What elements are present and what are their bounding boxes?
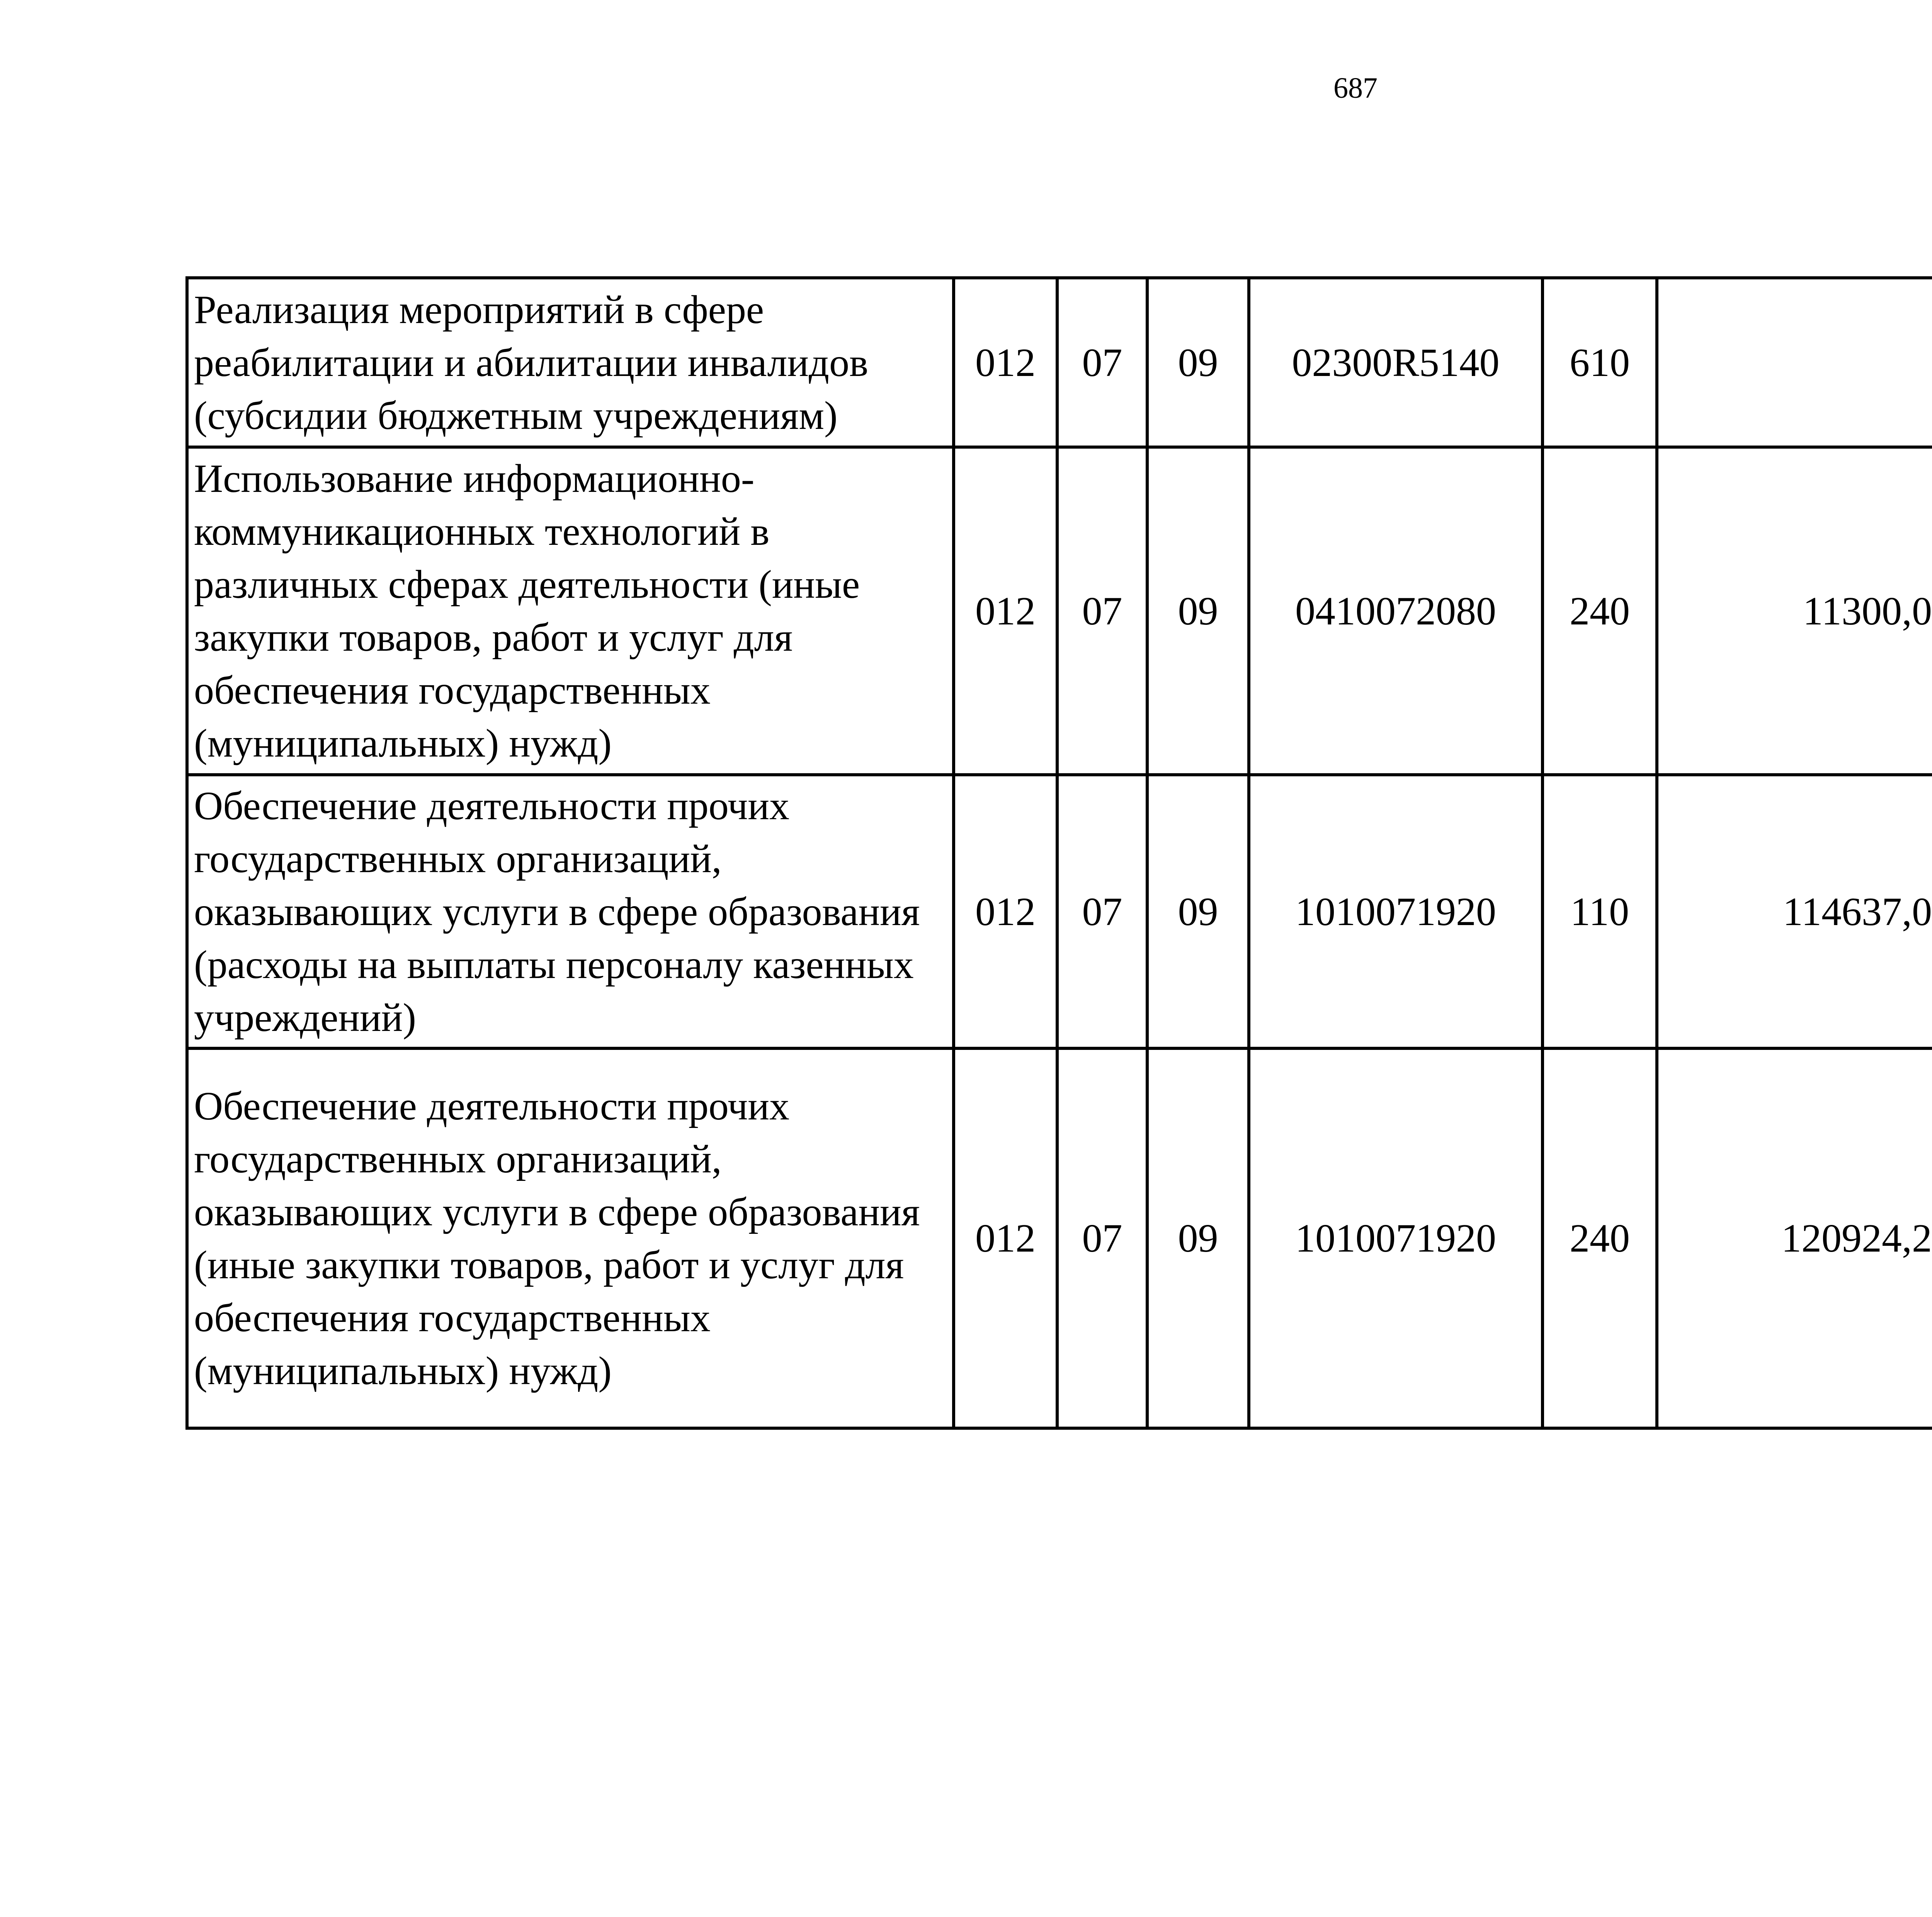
budget-table: [185, 276, 1932, 1430]
row-description: Реализация мероприятий в сфере реабилитации и абилитации инвалидов (субсидии бюджетным учреждениям): [187, 278, 954, 447]
target-code: 1010071920: [1249, 775, 1543, 1048]
table-row: [187, 447, 1932, 775]
table-row: [187, 1048, 1932, 1428]
expense-type-code: 610: [1543, 278, 1657, 447]
row-description: Использование информационно-коммуникационных технологий в различных сферах деятельности (иные закупки товаров, работ и услуг для обеспечения государственных (муниципальных) нужд): [187, 447, 954, 775]
target-code: 02300R5140: [1249, 278, 1543, 447]
ministry-code: 012: [954, 278, 1057, 447]
ministry-code: 012: [954, 1048, 1057, 1428]
expense-type-code: 240: [1543, 447, 1657, 775]
target-code: 0410072080: [1249, 447, 1543, 775]
subsection-code: 09: [1147, 278, 1249, 447]
target-code: 1010071920: [1249, 1048, 1543, 1428]
amount-1: 11300,0: [1657, 447, 1932, 775]
amount-1: [1657, 278, 1932, 447]
section-code: 07: [1057, 278, 1147, 447]
ministry-code: 012: [954, 447, 1057, 775]
row-description: Обеспечение деятельности прочих государственных организаций, оказывающих услуги в сфере образования (иные закупки товаров, работ и услуг для обеспечения государственных (муниципальных) нужд): [187, 1048, 954, 1428]
table-row: [187, 775, 1932, 1048]
section-code: 07: [1057, 447, 1147, 775]
section-code: 07: [1057, 775, 1147, 1048]
amount-1: 114637,0: [1657, 775, 1932, 1048]
subsection-code: 09: [1147, 775, 1249, 1048]
page-number: 687: [1333, 72, 1378, 104]
subsection-code: 09: [1147, 447, 1249, 775]
expense-type-code: 110: [1543, 775, 1657, 1048]
expense-type-code: 240: [1543, 1048, 1657, 1428]
ministry-code: 012: [954, 775, 1057, 1048]
table-row: [187, 278, 1932, 447]
subsection-code: 09: [1147, 1048, 1249, 1428]
row-description: Обеспечение деятельности прочих государственных организаций, оказывающих услуги в сфере образования (расходы на выплаты персоналу казенных учреждений): [187, 775, 954, 1048]
amount-1: 120924,2: [1657, 1048, 1932, 1428]
section-code: 07: [1057, 1048, 1147, 1428]
